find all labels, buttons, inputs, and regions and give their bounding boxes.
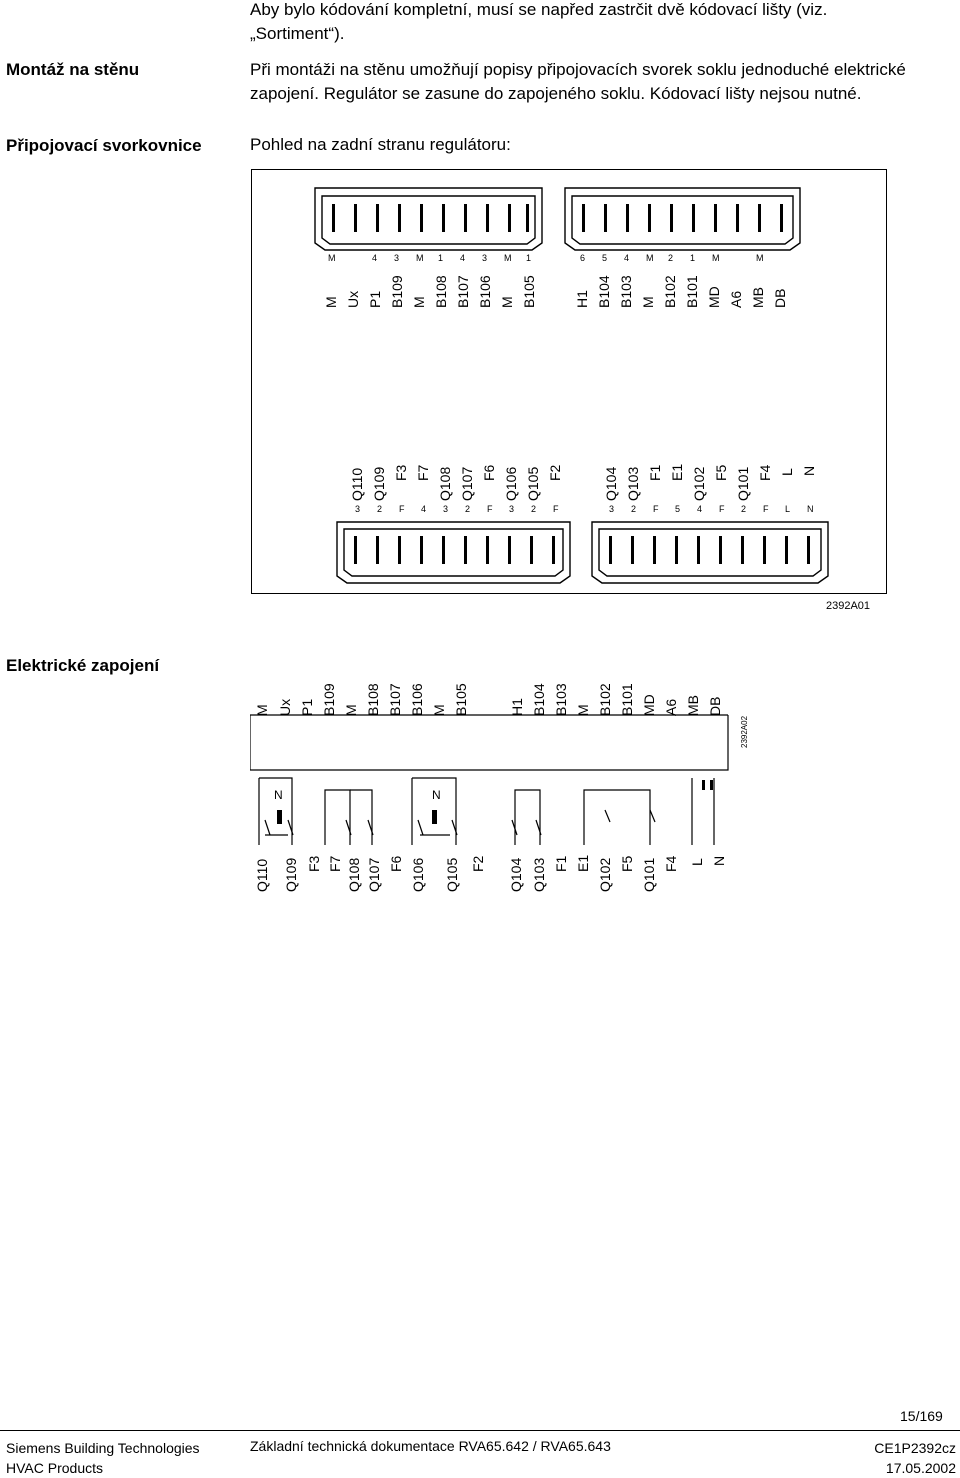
wiring-top-label: Ux [277, 698, 293, 716]
wiring-top-label: B109 [321, 683, 337, 716]
wiring-top-label: H1 [509, 698, 525, 716]
wiring-top-label: M [343, 704, 359, 716]
terminal-label: Q105 [525, 466, 541, 501]
terminal-label: B103 [618, 275, 634, 308]
terminal-label: Q106 [503, 466, 519, 501]
footer-date: 17.05.2002 [885, 1460, 956, 1476]
pin-number: F [553, 504, 559, 514]
pin-number: 2 [377, 504, 383, 514]
connector-outlines [252, 170, 888, 595]
terminal-label: B105 [521, 275, 537, 308]
wiring-code: 2392A02 [740, 715, 749, 748]
terminals-heading: Připojovací svorkovnice [6, 136, 202, 155]
footer-division: HVAC Products [6, 1460, 103, 1476]
terminal-label: F7 [415, 464, 431, 481]
wiring-bottom-label: N [711, 855, 727, 866]
terminal-label: F1 [647, 464, 663, 481]
wiring-top-label: A6 [663, 698, 679, 716]
terminal-figure [251, 169, 887, 594]
wiring-top-label: B101 [619, 683, 635, 716]
pin-number: F [719, 504, 725, 514]
terminal-label: B104 [596, 275, 612, 308]
wiring-top-label: B104 [531, 683, 547, 716]
pin-number: 3 [355, 504, 361, 514]
wiring-bottom-label: F1 [553, 855, 569, 872]
terminal-label: Q102 [691, 466, 707, 501]
page-number: 15/169 [900, 1408, 943, 1424]
terminal-label: M [640, 296, 656, 308]
pin-number: 6 [580, 253, 586, 263]
wiring-bottom-label: L [689, 858, 705, 866]
wiring-bottom-label: Q104 [508, 857, 524, 892]
pin-number: 4 [421, 504, 427, 514]
pin-number: M [504, 253, 512, 263]
terminal-label: Q107 [459, 466, 475, 501]
pin-number: 5 [602, 253, 608, 263]
wiring-top-label: M [254, 704, 270, 716]
pin-number: F [399, 504, 405, 514]
terminal-label: DB [772, 288, 788, 308]
terminal-label: M [499, 296, 515, 308]
terminal-label: Ux [345, 290, 361, 308]
wiring-bottom-label: E1 [575, 854, 591, 872]
pin-number: 2 [631, 504, 637, 514]
intro-line: „Sortiment“). [250, 24, 345, 43]
terminal-label: B106 [477, 275, 493, 308]
footer-right [874, 1438, 956, 1478]
wiring-bottom-label: Q102 [597, 857, 613, 892]
pin-number: 3 [394, 253, 400, 263]
wiring-bottom-label: Q110 [254, 858, 270, 892]
wiring-top-label: B106 [409, 683, 425, 716]
pin-number: 4 [624, 253, 630, 263]
pin-number: 3 [482, 253, 488, 263]
footer-rule [0, 1430, 960, 1431]
terminal-label: E1 [669, 463, 685, 481]
wiring-top-label: B108 [365, 683, 381, 716]
pin-number: M [416, 253, 424, 263]
wall-mount-line: Při montáži na stěnu umožňují popisy připojovacích svorek soklu jednoduché elektrické [250, 60, 906, 79]
wiring-bottom-label: Q106 [410, 857, 426, 892]
pin-number: 4 [460, 253, 466, 263]
neutral-mark: N [274, 788, 283, 802]
wiring-bottom-label: F5 [619, 855, 635, 872]
terminal-label: B109 [389, 275, 405, 308]
terminal-label: Q104 [603, 466, 619, 501]
pin-number: M [646, 253, 654, 263]
terminal-label: F6 [481, 464, 497, 481]
terminal-label: Q110 [349, 467, 365, 501]
terminal-label: MD [706, 286, 722, 308]
pin-number: F [653, 504, 659, 514]
intro-text [250, 0, 827, 46]
wiring-bottom-label: Q107 [366, 857, 382, 892]
wiring-bottom-label: Q103 [531, 857, 547, 892]
terminal-label: Q103 [625, 466, 641, 501]
pin-number: M [756, 253, 764, 263]
terminal-label: L [779, 468, 795, 476]
terminal-label: B102 [662, 275, 678, 308]
wiring-top-label: B107 [387, 683, 403, 716]
wiring-top-label: B103 [553, 683, 569, 716]
pin-number: 2 [531, 504, 537, 514]
footer-left [6, 1438, 200, 1478]
wiring-top-label: M [431, 704, 447, 716]
wiring-top-label: MB [685, 695, 701, 716]
terminal-label: Q108 [437, 466, 453, 501]
terminal-label: N [801, 465, 817, 476]
terminal-label: B108 [433, 275, 449, 308]
terminal-label: F3 [393, 464, 409, 481]
terminal-label: M [411, 296, 427, 308]
terminal-label: P1 [367, 290, 383, 308]
pin-number: F [487, 504, 493, 514]
pin-number: 2 [465, 504, 471, 514]
wall-mount-line: zapojení. Regulátor se zasune do zapojeného soklu. Kódovací lišty nejsou nutné. [250, 84, 862, 103]
pin-number: M [328, 253, 336, 263]
figure-code: 2392A01 [826, 600, 871, 612]
pin-number: 1 [438, 253, 444, 263]
terminal-label: Q101 [735, 466, 751, 501]
pin-number: 3 [609, 504, 615, 514]
pin-number: 5 [675, 504, 681, 514]
pin-number: 3 [509, 504, 515, 514]
pin-number: 1 [690, 253, 696, 263]
wiring-bottom-label: F6 [388, 855, 404, 872]
neutral-mark: N [432, 788, 441, 802]
terminal-label: B101 [684, 275, 700, 308]
pin-number: 2 [668, 253, 674, 263]
wiring-bottom-label: Q105 [444, 857, 460, 892]
footer-doc-id: CE1P2392cz [874, 1440, 956, 1456]
wall-mount-text [250, 58, 906, 106]
wiring-bottom-label: Q108 [346, 857, 362, 892]
footer-company: Siemens Building Technologies [6, 1440, 200, 1456]
wiring-bottom-label: F2 [470, 855, 486, 872]
pin-number: 4 [697, 504, 703, 514]
pin-number: 1 [526, 253, 532, 263]
wiring-top-label: M [575, 704, 591, 716]
pin-number: N [807, 504, 814, 514]
wiring-bottom-label: Q109 [283, 857, 299, 892]
terminal-label: F5 [713, 464, 729, 481]
wiring-bottom-label: F7 [327, 855, 343, 872]
wiring-heading: Elektrické zapojení [6, 656, 160, 675]
terminals-text: Pohled na zadní stranu regulátoru: [250, 135, 511, 154]
wiring-bottom-label: F3 [306, 855, 322, 872]
intro-line: Aby bylo kódování kompletní, musí se napřed zastrčit dvě kódovací lišty (viz. [250, 0, 828, 19]
wiring-bottom-label: F4 [663, 855, 679, 872]
terminal-label: MB [750, 287, 766, 308]
terminal-label: M [323, 296, 339, 308]
pin-number: M [712, 253, 720, 263]
terminal-label: H1 [574, 290, 590, 308]
wiring-top-label: MD [641, 694, 657, 716]
terminal-label: B107 [455, 275, 471, 308]
terminal-label: A6 [728, 290, 744, 308]
pin-number: 3 [443, 504, 449, 514]
footer-title: Základní technická dokumentace RVA65.642 / RVA65.643 [250, 1438, 611, 1454]
wall-mount-heading: Montáž na stěnu [6, 60, 140, 79]
pin-number: F [763, 504, 769, 514]
pin-number: 2 [741, 504, 747, 514]
wiring-bottom-label: Q101 [641, 857, 657, 892]
pin-number: 4 [372, 253, 378, 263]
pin-number: L [785, 504, 791, 514]
terminal-label: F2 [547, 464, 563, 481]
wiring-top-label: DB [707, 696, 723, 716]
terminal-label: F4 [757, 464, 773, 481]
terminal-label: Q109 [371, 466, 387, 501]
wiring-top-label: B102 [597, 683, 613, 716]
wiring-top-label: P1 [299, 698, 315, 716]
wiring-top-label: B105 [453, 683, 469, 716]
